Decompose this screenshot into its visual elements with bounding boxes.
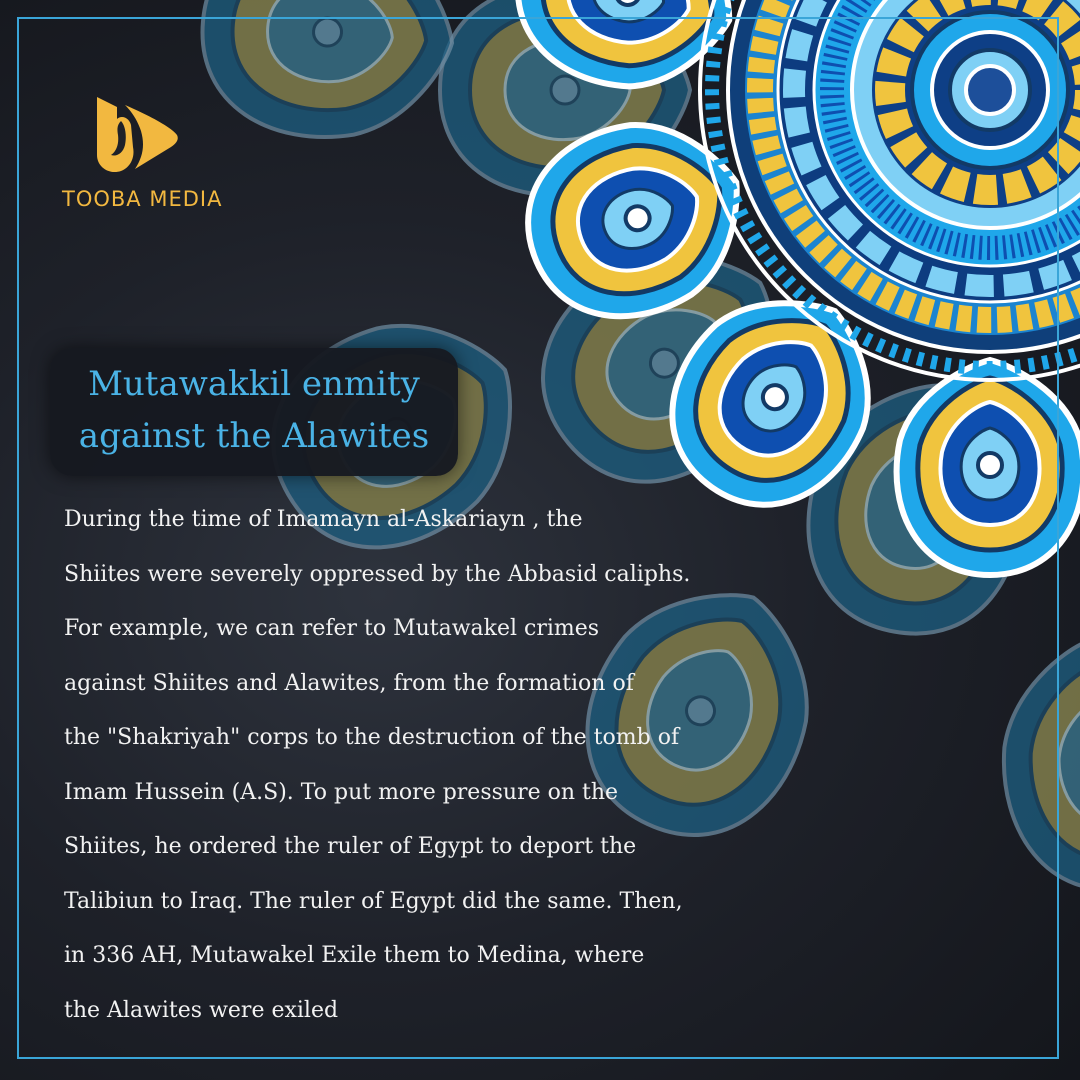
body-line: Imam Hussein (A.S). To put more pressure on the xyxy=(64,779,619,805)
body-line: against Shiites and Alawites, from the formation of xyxy=(64,670,634,696)
brand-name: TOOBA MEDIA xyxy=(62,187,223,211)
body-line: Talibiun to Iraq. The ruler of Egypt did the same. Then, xyxy=(64,888,683,914)
body-paragraph xyxy=(64,493,784,1038)
body-line: During the time of Imamayn al-Askariayn , the xyxy=(64,507,583,532)
body-line: in 336 AH, Mutawakel Exile them to Medina, where xyxy=(64,943,645,968)
body-line: Shiites, he ordered the ruler of Egypt to deport the xyxy=(64,834,637,859)
title-line: against the Alawites xyxy=(78,416,430,456)
title-box xyxy=(50,348,458,476)
play-logo-icon xyxy=(91,95,183,179)
body-line: Shiites were severely oppressed by the Abbasid caliphs. xyxy=(64,561,691,587)
page-title xyxy=(50,358,458,462)
body-line: the Alawites were exiled xyxy=(64,997,339,1023)
body-line: the "Shakriyah" corps to the destruction of the tomb of xyxy=(64,725,680,750)
brand-logo xyxy=(62,95,223,211)
body-line: For example, we can refer to Mutawakel crimes xyxy=(64,616,600,641)
title-line: Mutawakkil enmity xyxy=(88,364,420,404)
